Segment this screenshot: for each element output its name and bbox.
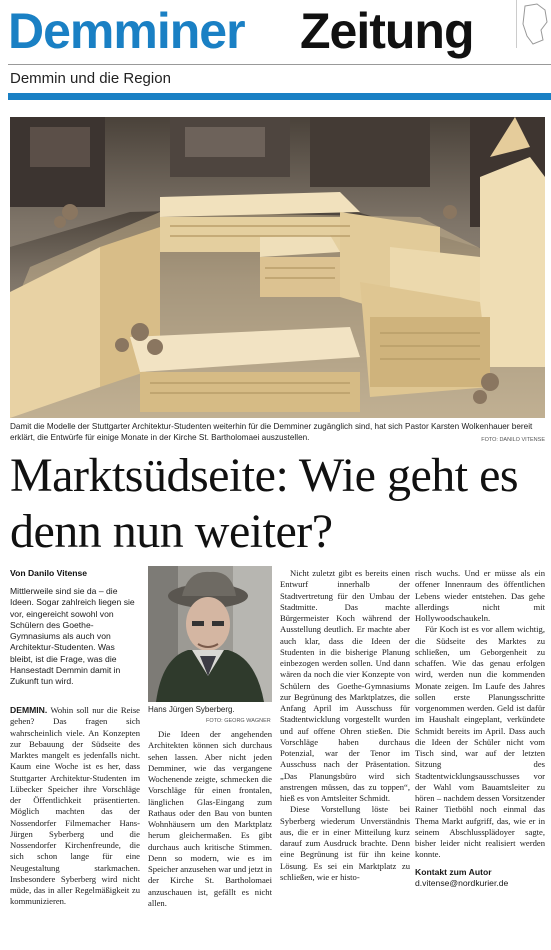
author-contact-email[interactable]: d.vitense@nordkurier.de — [415, 877, 509, 888]
portrait-caption: Hans Jürgen Syberberg. — [148, 705, 235, 714]
masthead-brand-zeitung: Zeitung — [300, 3, 474, 59]
article-column-3-paragraph-1: Nicht zuletzt gibt es bereits einen Entwurf innerhalb der Stadtvertretung für den Umbau der Stadtmitte. Das machte Bürgermeister Koch während der Ausstellung deutlich. Er machte aber auch klar, dass die Ideen der Studenten in die bisherige Planung einbezogen werden sollen. Und dann wären da noch die vier Konzepte von Schülern des Goethe-Gymnasiums zur Begrünung des Marktplatzes, die Anfang April im Ausschuss für Stadtentwicklung vorgestellt wurden und auf offene Ohren stießen. Die Vorschläge haben durchaus Potenzial, war der Tenor im Ausschuss nach der Präsentation. „Das Planungsbüro wird sich anstrengen müssen, das zu toppen“, hieß es von Amtsleiter Schmidt. — [280, 568, 410, 803]
masthead-rule — [8, 64, 551, 65]
author-contact-title: Kontakt zum Autor — [415, 866, 492, 877]
photo-caption: Damit die Modelle der Stuttgarter Architektur-Studenten weiterhin für die Demminer zugänglich sind, hat sich Pastor Karsten Wolkenhauer bereit erklärt, die Entwürfe für einige Monate in der Kirche St. Bartholomaei auszustellen. — [10, 422, 533, 442]
portrait-credit: FOTO: GEORG WAGNER — [206, 718, 271, 724]
article-column-1-text: Wohin soll nur die Reise gehen? Das fragen sich wahrscheinlich viele. An Konzepten zur Bebauung der Südseite des Marktes mangelt es jedenfalls nicht. Kaum eine Woche ist es her, dass Stuttgarter Architektur-Studenten im Lübecker Speicher ihre Vorschläge der Öffentlichkeit präsentierten. Möglich machten das der Nossendorfer Filmemacher Hans-Jürgen Syberberg und die Nossendorfer Kirchenfreunde, die sich schon lange für eine Neugestaltung starkmachen. Insbesondere Syberberg wird nicht müde, das in aller Regelmäßigkeit zu kommunizieren. — [10, 705, 140, 907]
article-headline: Marktsüdseite: Wie geht es denn nun weiter? — [10, 449, 519, 558]
syberberg-portrait-photo — [148, 566, 272, 702]
article-byline: Von Danilo Vitense — [10, 568, 88, 578]
article-column-2 — [148, 729, 272, 909]
article-column-2-text: Die Ideen der angehenden Architekten können sich durchaus sehen lassen. Aber nicht jeden Demminer, wie das vergangene Wochenende zeigte, schmecken die Vorschläge für einen frontalen, länglichen Glas-Eingang zum Rathaus oder den Bau von bunten Wohnhäusern um den Marktplatz herum gleichermaßen. Es gibt durchaus auch kritische Stimmen. Denn so modern, wie es im Speicher anzusehen war und jetzt in der Kirche St. Bartholomaei anzuschauen ist, gefällt es nicht allen. — [148, 729, 272, 908]
architecture-model-photo — [10, 117, 545, 418]
article-column-4 — [415, 568, 545, 889]
masthead — [8, 0, 551, 62]
masthead-brand-demminer: Demminer — [8, 3, 245, 59]
article-dateline: DEMMIN. — [10, 705, 48, 715]
article-column-3 — [280, 568, 410, 883]
article-teaser: Mittlerweile sind sie da – die Ideen. Sogar zahlreich liegen sie vor, eingereicht sowohl von Schülern des Goethe-Gymnasiums als auch von Architektur-Studenten. Was bleibt, ist die Frage, was die Hansestadt Demmin damit in Zukunft tun wird. — [10, 586, 135, 686]
section-title: Demmin und die Region — [10, 70, 171, 87]
article-column-4-paragraph-1: risch wuchs. Und er müsse als ein offener Innenraum des öffentlichen Lebens wieder entstehen. Das gehe allerdings nicht mit Hollywoodschaukeln. — [415, 568, 545, 623]
article-column-4-paragraph-2: Für Koch ist es vor allem wichtig, die Südseite des Marktes zu schließen, um Geborgenheit zu schaffen. Wie das genau erfolgen wird, werden nun die kommenden Monate zeigen. Im Laufe des Jahres sollen erste Planungsschritte vorgenommen werden. Geld ist dafür im Haushalt eingeplant, verkündete Schmidt bereits im April. Dass auch die Ideen der Schüler nicht vom Tisch sind, war auf der letzten Sitzung des Stadtentwicklungsausschusses vor der Wahl vom Bauamtsleiter zu hören – nachdem dessen Vorsitzender Rainer Tietböhl noch einmal das Thema Markt aufgriff, das, wie er in seinem Abschlussplädoyer sagte, bisher leider nicht realisiert werden konnte. — [415, 624, 545, 860]
photo-credit: FOTO: DANILO VITENSE — [481, 437, 545, 443]
section-rule — [8, 93, 551, 100]
region-map-icon — [516, 0, 551, 48]
article-column-1 — [10, 705, 140, 908]
article-column-3-paragraph-2: Diese Vorstellung löste bei Syberberg wiederum Unverständnis aus, die er in einer Mitteilung kurz darauf zum Ausdruck brachte. Denn eine Begrünung ist für ihn keine Lösung. Es sei ein Marktplatz zu schließen, wie er histo- — [280, 804, 410, 882]
